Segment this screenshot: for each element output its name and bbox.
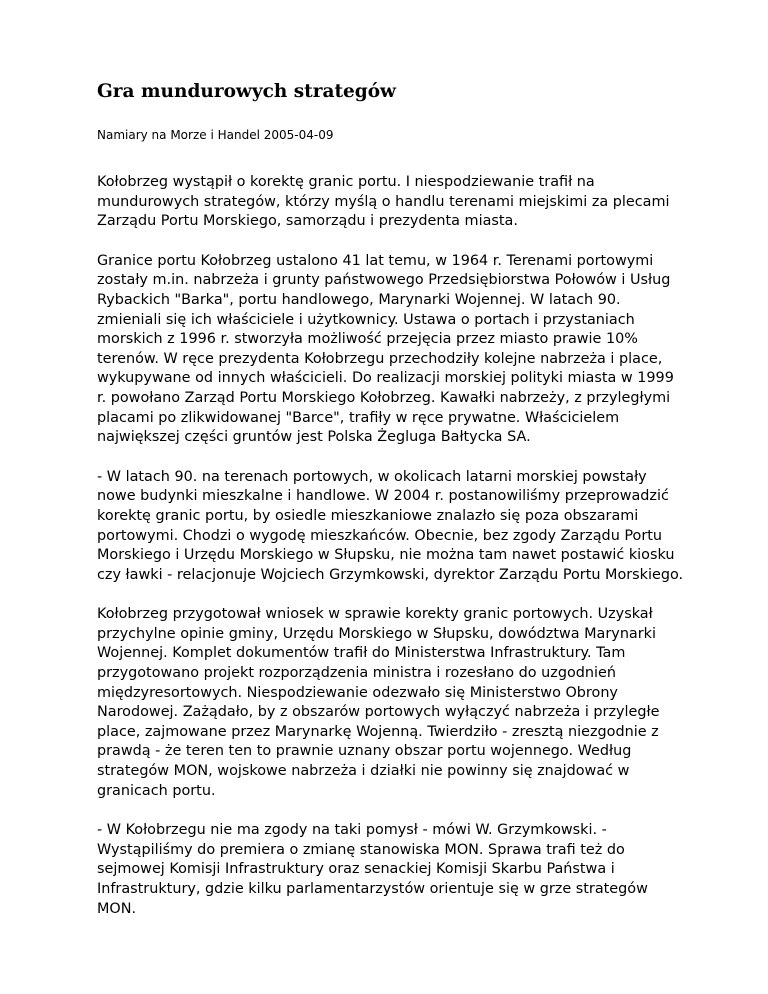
article-paragraph: - W Kołobrzegu nie ma zgody na taki pomysł - mówi W. Grzymkowski. - Wystąpiliśmy do premiera o zmianę stanowiska MON. Sprawa trafi też do sejmowej Komisji Infrastruktury oraz senackiej Komisji Skarbu Państwa i Infrastruktury, gdzie kilku parlamentarzystów orientuje się w grze strategów MON. xyxy=(97,822,648,917)
article-paragraph: Granice portu Kołobrzeg ustalono 41 lat temu, w 1964 r. Terenami portowymi zostały m.in. nabrzeża i grunty państwowego Przedsiębiorstwa Połowów i Usług Rybackich "Barka", portu handlowego, Marynarki Wojennej. W latach 90. zmieniali się ich właściciele i użytkownicy. Ustawa o portach i przystaniach morskich z 1996 r. stworzyła możliwość przejęcia przez miasto prawie 10% terenów. W ręce prezydenta Kołobrzegu przechodziły kolejne nabrzeża i place, wykupywane od innych właścicieli. Do realizacji morskiej polityki miasta w 1999 r. powołano Zarząd Portu Morskiego Kołobrzeg. Kawałki nabrzeży, z przyległymi placami po zlikwidowanej "Barce", trafiły w ręce prywatne. Właścicielem największej części gruntów jest Polska Żegluga Bałtycka SA. xyxy=(97,252,674,446)
article-body xyxy=(97,173,687,939)
article-title: Gra mundurowych strategów xyxy=(97,81,396,102)
article-paragraph: Kołobrzeg przygotował wniosek w sprawie korekty granic portowych. Uzyskał przychylne opinie gminy, Urzędu Morskiego w Słupsku, dowództwa Marynarki Wojennej. Komplet dokumentów trafił do Ministerstwa Infrastruktury. Tam przygotowano projekt rozporządzenia ministra i rozesłano do uzgodnień międzyresortowych. Niespodziewanie odezwało się Ministerstwo Obrony Narodowej. Zażądało, by z obszarów portowych wyłączyć nabrzeża i przyległe place, zajmowane przez Marynarkę Wojenną. Twierdziło - zresztą niezgodnie z prawdą - że teren ten to prawnie uznany obszar portu wojennego. Według strategów MON, wojskowe nabrzeża i działki nie powinny się znajdować w granicach portu. xyxy=(97,606,660,799)
article-paragraph: - W latach 90. na terenach portowych, w okolicach latarni morskiej powstały nowe budynki mieszkalne i handlowe. W 2004 r. postanowiliśmy przeprowadzić korektę granic portu, by osiedle mieszkaniowe znalazło się poza obszarami portowymi. Chodzi o wygodę mieszkańców. Obecnie, bez zgody Zarządu Portu Morskiego i Urzędu Morskiego w Słupsku, nie można tam nawet postawić kiosku czy ławki - relacjonuje Wojciech Grzymkowski, dyrektor Zarządu Portu Morskiego. xyxy=(97,468,684,583)
article-paragraph: Kołobrzeg wystąpił o korektę granic portu. I niespodziewanie trafił na mundurowych strategów, którzy myślą o handlu terenami miejskimi za plecami Zarządu Portu Morskiego, samorządu i prezydenta miasta. xyxy=(97,174,670,230)
article-source-line: Namiary na Morze i Handel 2005-04-09 xyxy=(97,128,334,142)
